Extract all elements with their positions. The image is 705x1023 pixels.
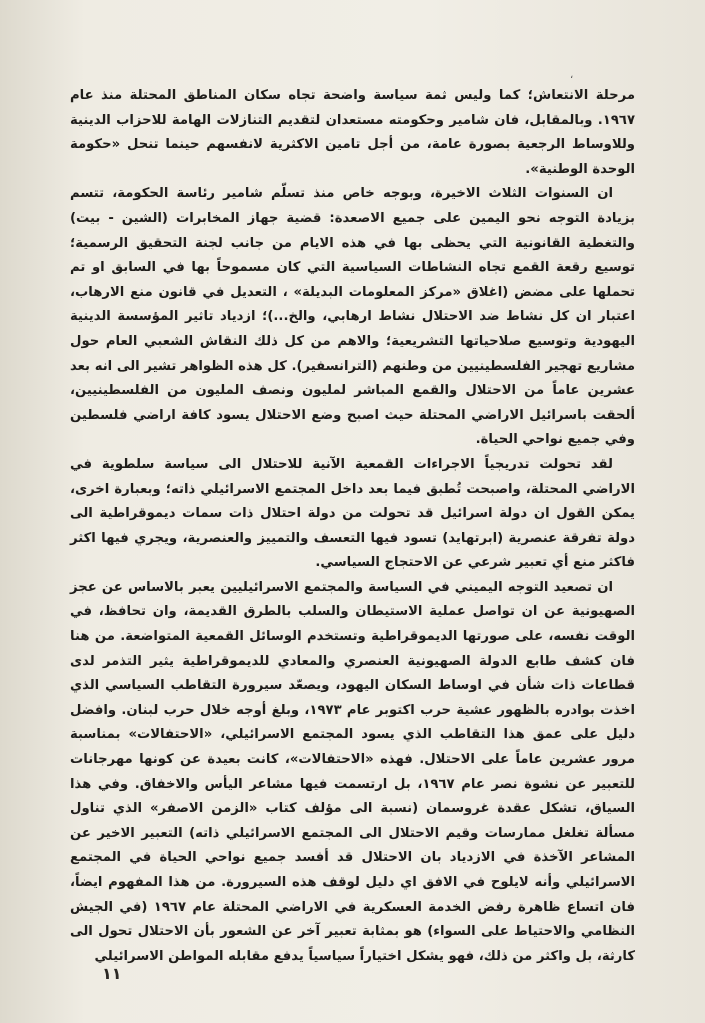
page-number: ١١ bbox=[102, 964, 122, 983]
paragraph-4: ان تصعيد التوجه اليميني في السياسة والمجتمع الاسرائيليين يعبر بالاساس عن عجز الصهيونية عن ان تواصل عملية الاستيطان والسلب بالطرق القديمة، وان تحافظ، في الوقت نفسه، على صورتها الديموقراطية وتستخدم الوسائل القمعية المتواضعة. من هنا فان كشف طابع الدولة الصهيونية العنصري والمعادي للديموقراطية يثير التذمر لدى قطاعات ذات شأن في اوساط السكان اليهود، ويصعّد سيرورة التقاطب السياسي الذي اخذت بوادره بالظهور عشية حرب اكتوبر عام ١٩٧٣، وبلغ أوجه خلال حرب لبنان. وافضل دليل على عمق هذا التقاطب الذي يسود المجتمع الاسرائيلي، «الاحتفالات» بمناسبة مرور عشرين عاماً على الاحتلال. فهذه «الاحتفالات»، كانت بعيدة عن كونها مهرجانات للتعبير عن نشوة نصر عام ١٩٦٧، بل ارتسمت فيها مشاعر اليأس والاخفاق. وفي هذا السياق، تشكل عقدة غروسمان (نسبة الى مؤلف كتاب «الزمن الاصفر» الذي تناول مسألة تغلغل ممارسات وقيم الاحتلال الى المجتمع الاسرائيلي ذاته) التعبير الاخير عن المشاعر الآخذة في الازدياد بان الاحتلال قد أفسد جميع نواحي الحياة في المجتمع الاسرائيلي وأنه لايلوح في الافق اي دليل لوقف هذه السيرورة. من هذا المفهوم ايضاً، فان اتساع ظاهرة رفض الخدمة العسكرية في الاراضي المحتلة عام ١٩٦٧ (في الجيش النظامي والاحتياط على السواء) هو بمثابة تعبير آخر عن الشعور بأن الاحتلال تحول الى كارثة، بل واكثر من ذلك، فهو يشكل اختياراً سياسياً يدفع مقابله المواطن الاسرائيلي bbox=[70, 579, 636, 964]
stray-mark: ، bbox=[570, 70, 574, 81]
paragraph-2: ان السنوات الثلاث الاخيرة، وبوجه خاص منذ تسلّم شامير رئاسة الحكومة، تتسم بزيادة التوجه نحو اليمين على جميع الاصعدة: قضية جهاز المخابرات (الشين - بيت) والتغطية القانونية التي يحظى بها في هذه الايام من جانب لجنة التحقيق الرسمية؛ توسيع رقعة القمع تجاه النشاطات السياسية التي كان مسموحاً بها في السابق او تم تحملها على مضض (اغلاق «مركز المعلومات البديلة» ، التعديل في قانون منع الارهاب، اعتبار ان كل نشاط ضد الاحتلال نشاط ارهابي، والخ...)؛ ازدياد تاثير المؤسسة الدينية اليهودية وتوسيع صلاحياتها التشريعية؛ والاهم من كل ذلك النقاش الشعبي العام حول مشاريع تهجير الفلسطينيين من وطنهم (الترانسفير). كل هذه الظواهر تشير الى انه بعد عشرين عاماً من الاحتلال والقمع المباشر لمليون ونصف المليون من الفلسطينيين، ألحقت باسرائيل الاراضي المحتلة حيث اصبح وضع الاحتلال يسود كافة اراضي فلسطين وفي جميع نواحي الحياة. bbox=[70, 186, 635, 448]
paragraph-3: لقد تحولت تدريجياً الاجراءات القمعية الآنية للاحتلال الى سياسة سلطوية في الاراضي المحتلة، واصبحت تُطبق فيما بعد داخل المجتمع الاسرائيلي ذاته؛ وبعبارة اخرى، يمكن القول ان دولة اسرائيل قد تحولت من دولة احتلال ذات سمات ديموقراطية الى دولة تفرقة عنصرية (ابرتهايد) تسود فيها التعسف والتمييز والعنصرية، ويجري فيها اكثر فاكثر منع أي تعبير شرعي عن الاحتجاج السياسي. bbox=[70, 456, 635, 571]
body-text bbox=[70, 84, 635, 969]
paragraph-1: مرحلة الانتعاش؛ كما وليس ثمة سياسة واضحة تجاه سكان المناطق المحتلة منذ عام ١٩٦٧. وبالمقابل، فان شامير وحكومته مستعدان لتقديم التنازلات الهامة للاحزاب الدينية وللاوساط الرجعية بصورة عامة، من أجل تامين الاكثرية لانفسهم حينما تنحل «حكومة الوحدة الوطنية». bbox=[70, 88, 635, 177]
